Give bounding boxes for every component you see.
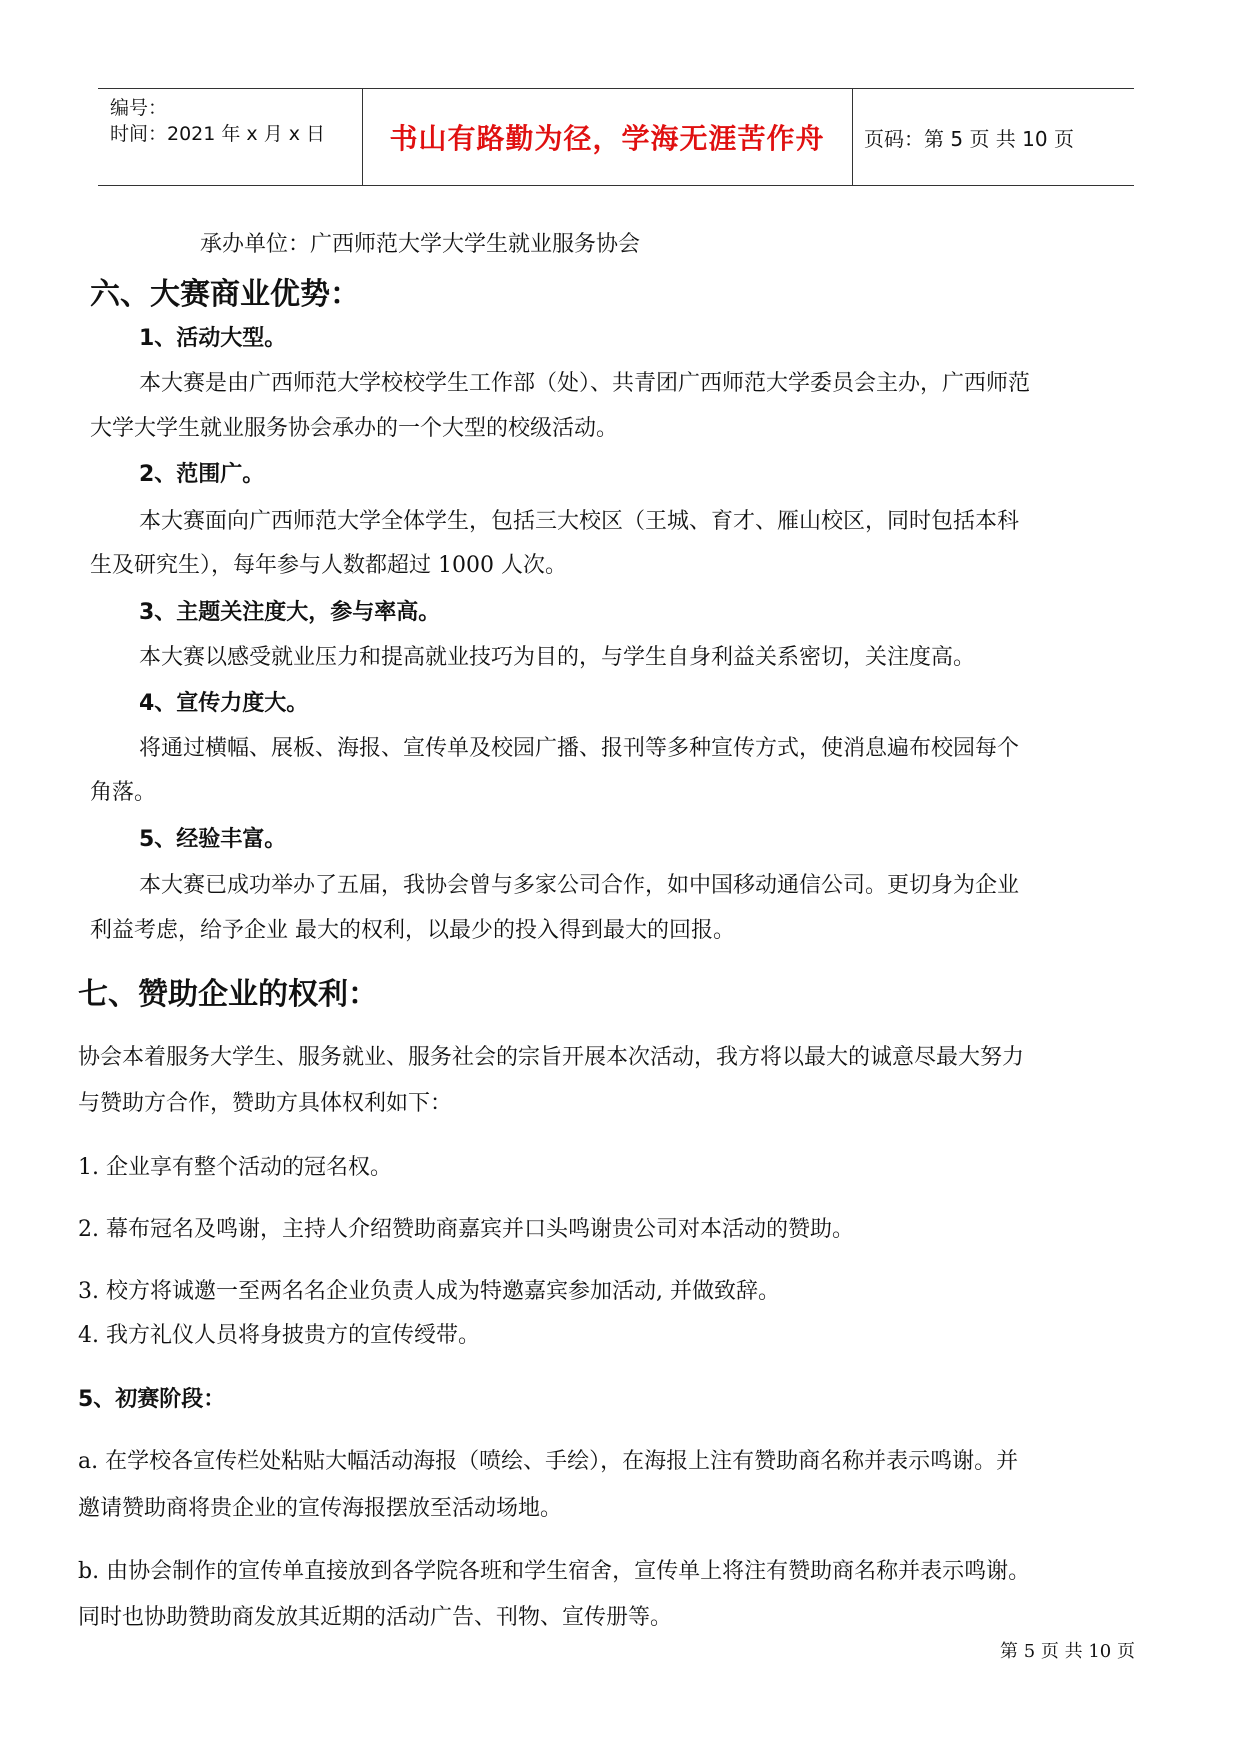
stage-a-line-1: a. 在学校各宣传栏处粘贴大幅活动海报（喷绘、手绘），在海报上注有赞助商名称并表示鸣谢。并 (78, 1449, 1019, 1474)
page-footer: 第 5 页 共 10 页 (1000, 1641, 1135, 1662)
right-item-4: 4. 我方礼仪人员将身披贵方的宣传绶带。 (78, 1323, 480, 1348)
right-item-3: 3. 校方将诚邀一至两名名企业负责人成为特邀嘉宾参加活动, 并做致辞。 (78, 1279, 780, 1304)
section-7-paragraph-line-2: 与赞助方合作，赞助方具体权利如下： (78, 1091, 453, 1116)
header-page-info: 页码：第 5 页 共 10 页 (864, 126, 1074, 151)
item-1-paragraph-line-1: 本大赛是由广西师范大学校校学生工作部（处）、共青团广西师范大学委员会主办，广西师范 (139, 371, 1031, 396)
stage-b-line-1: b. 由协会制作的宣传单直接放到各学院各班和学生宿舍，宣传单上将注有赞助商名称并表示鸣谢。 (78, 1559, 1031, 1584)
item-4-paragraph-line-2: 角落。 (90, 780, 157, 805)
item-3-paragraph-line-1: 本大赛以感受就业压力和提高就业技巧为目的，与学生自身利益关系密切，关注度高。 (139, 645, 976, 670)
item-4-paragraph-line-1: 将通过横幅、展板、海报、宣传单及校园广播、报刊等多种宣传方式，使消息遍布校园每个 (139, 736, 1020, 761)
motto: 书山有路勤为径，学海无涯苦作舟 (389, 122, 825, 155)
item-2-paragraph-line-1: 本大赛面向广西师范大学全体学生，包括三大校区（王城、育才、雁山校区，同时包括本科 (139, 509, 1020, 534)
stage-title: 5、初赛阶段： (78, 1387, 226, 1412)
item-1-title: 1、活动大型。 (139, 326, 287, 351)
item-5-title: 5、经验丰富。 (139, 827, 287, 852)
header-page-cell (854, 89, 1134, 185)
header-left-cell (98, 89, 363, 185)
item-2-title: 2、范围广。 (139, 462, 265, 487)
stage-a-line-2: 邀请赞助商将贵企业的宣传海报摆放至活动场地。 (78, 1496, 563, 1521)
time-label: 时间：2021 年 x 月 x 日 (110, 123, 326, 145)
item-3-title: 3、主题关注度大，参与率高。 (139, 600, 441, 625)
item-5-paragraph-line-2: 利益考虑，给予企业 最大的权利，以最少的投入得到最大的回报。 (90, 918, 735, 943)
organizer-line: 承办单位：广西师范大学大学生就业服务协会 (200, 232, 641, 257)
section-6-heading: 六、大赛商业优势： (90, 277, 360, 312)
item-2-paragraph-line-2: 生及研究生），每年参与人数都超过 1000 人次。 (90, 553, 567, 578)
item-4-title: 4、宣传力度大。 (139, 691, 309, 716)
item-1-paragraph-line-2: 大学大学生就业服务协会承办的一个大型的校级活动。 (90, 416, 619, 441)
stage-b-line-2: 同时也协助赞助商发放其近期的活动广告、刊物、宣传册等。 (78, 1605, 673, 1630)
serial-label: 编号： (110, 97, 168, 119)
right-item-2: 2. 幕布冠名及鸣谢，主持人介绍赞助商嘉宾并口头鸣谢贵公司对本活动的赞助。 (78, 1217, 854, 1242)
section-7-paragraph-line-1: 协会本着服务大学生、服务就业、服务社会的宗旨开展本次活动，我方将以最大的诚意尽最大努力 (78, 1045, 1025, 1070)
header-motto-cell (362, 89, 853, 185)
section-7-heading: 七、赞助企业的权利： (78, 977, 378, 1012)
right-item-1: 1. 企业享有整个活动的冠名权。 (78, 1155, 392, 1180)
item-5-paragraph-line-1: 本大赛已成功举办了五届，我协会曾与多家公司合作，如中国移动通信公司。更切身为企业 (139, 873, 1020, 898)
page-header (98, 88, 1134, 186)
